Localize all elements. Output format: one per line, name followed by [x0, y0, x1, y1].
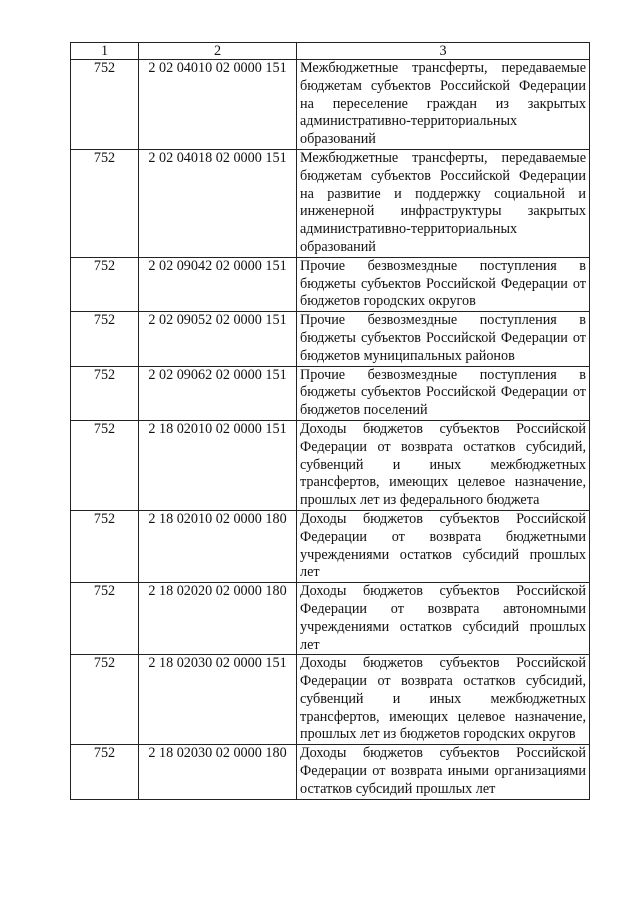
table-row	[71, 312, 590, 366]
table-row	[71, 60, 590, 150]
table-row	[71, 366, 590, 420]
revenue-description-cell: Межбюджетные трансферты, передаваемые бюджетам субъектов Российской Федерации на развитие и поддержку социальной и инженерной инфраструктуры закрытых административно-территориальных образований	[297, 149, 590, 257]
revenue-code-cell: 2 18 02020 02 0000 180	[139, 583, 297, 655]
table-row	[71, 510, 590, 582]
revenue-description-cell: Прочие безвозмездные поступления в бюджеты субъектов Российской Федерации от бюджетов поселений	[297, 366, 590, 420]
column-header-1: 1	[71, 43, 139, 60]
revenue-code-cell: 2 02 09052 02 0000 151	[139, 312, 297, 366]
table-row	[71, 420, 590, 510]
revenue-code-cell: 2 02 04018 02 0000 151	[139, 149, 297, 257]
administrator-code-cell: 752	[71, 655, 139, 745]
administrator-code-cell: 752	[71, 745, 139, 799]
revenue-description-cell: Прочие безвозмездные поступления в бюджеты субъектов Российской Федерации от бюджетов городских округов	[297, 257, 590, 311]
administrator-code-cell: 752	[71, 312, 139, 366]
revenue-codes-table	[70, 42, 590, 800]
revenue-code-cell: 2 02 09062 02 0000 151	[139, 366, 297, 420]
revenue-description-cell: Межбюджетные трансферты, передаваемые бюджетам субъектов Российской Федерации на переселение граждан из закрытых административно-территориальных образований	[297, 60, 590, 150]
column-header-2: 2	[139, 43, 297, 60]
revenue-code-cell: 2 02 09042 02 0000 151	[139, 257, 297, 311]
table-row	[71, 583, 590, 655]
table-row	[71, 745, 590, 799]
table-row	[71, 655, 590, 745]
column-header-3: 3	[297, 43, 590, 60]
revenue-description-cell: Доходы бюджетов субъектов Российской Федерации от возврата остатков субсидий, субвенций и иных межбюджетных трансфертов, имеющих целевое назначение, прошлых лет из федерального бюджета	[297, 420, 590, 510]
administrator-code-cell: 752	[71, 420, 139, 510]
revenue-description-cell: Доходы бюджетов субъектов Российской Федерации от возврата иными организациями остатков субсидий прошлых лет	[297, 745, 590, 799]
administrator-code-cell: 752	[71, 60, 139, 150]
revenue-code-cell: 2 18 02030 02 0000 151	[139, 655, 297, 745]
revenue-code-cell: 2 02 04010 02 0000 151	[139, 60, 297, 150]
revenue-code-cell: 2 18 02030 02 0000 180	[139, 745, 297, 799]
administrator-code-cell: 752	[71, 366, 139, 420]
revenue-description-cell: Доходы бюджетов субъектов Российской Федерации от возврата бюджетными учреждениями остатков субсидий прошлых лет	[297, 510, 590, 582]
table-header-row	[71, 43, 590, 60]
revenue-description-cell: Доходы бюджетов субъектов Российской Федерации от возврата остатков субсидий, субвенций и иных межбюджетных трансфертов, имеющих целевое назначение, прошлых лет из бюджетов городских округов	[297, 655, 590, 745]
revenue-description-cell: Доходы бюджетов субъектов Российской Федерации от возврата автономными учреждениями остатков субсидий прошлых лет	[297, 583, 590, 655]
revenue-code-cell: 2 18 02010 02 0000 180	[139, 510, 297, 582]
revenue-description-cell: Прочие безвозмездные поступления в бюджеты субъектов Российской Федерации от бюджетов муниципальных районов	[297, 312, 590, 366]
table-row	[71, 149, 590, 257]
administrator-code-cell: 752	[71, 510, 139, 582]
administrator-code-cell: 752	[71, 149, 139, 257]
table-row	[71, 257, 590, 311]
revenue-code-cell: 2 18 02010 02 0000 151	[139, 420, 297, 510]
administrator-code-cell: 752	[71, 583, 139, 655]
administrator-code-cell: 752	[71, 257, 139, 311]
